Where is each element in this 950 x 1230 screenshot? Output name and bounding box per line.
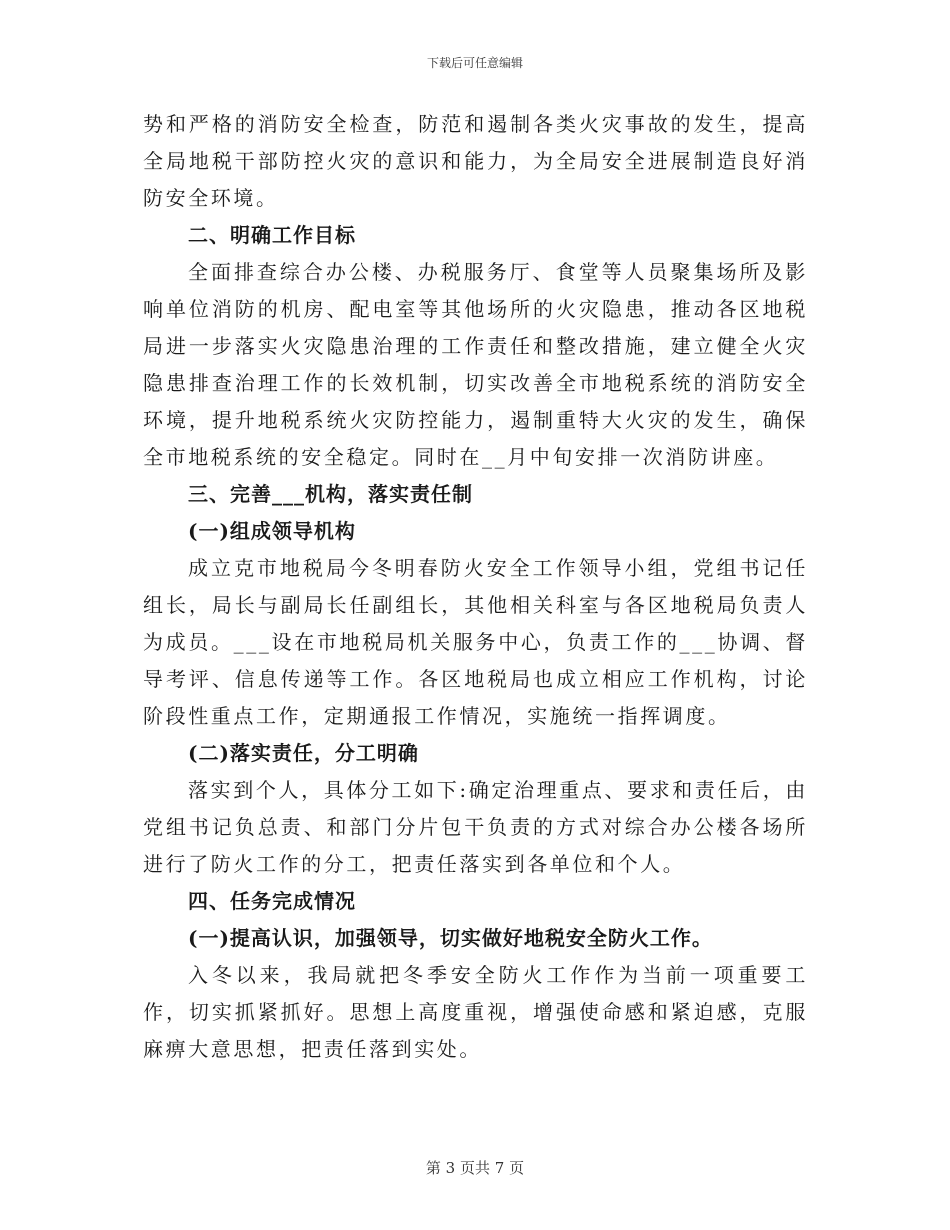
section-heading-tasks: 四、任务完成情况 xyxy=(188,889,356,913)
subheading-leadership: (一)组成领导机构 xyxy=(188,519,356,543)
paragraph-continuation: 势和严格的消防安全检查，防范和遏制各类火灾事故的发生，提高全局地税干部防控火灾的意识和能力，为全局安全进展制造良好消防安全环境。 xyxy=(143,112,808,210)
page-number: 第 3 页共 7 页 xyxy=(425,1159,525,1177)
paragraph-responsibility: 落实到个人，具体分工如下:确定治理重点、要求和责任后，由党组书记负总责、和部门分片包干负责的方式对综合办公楼各场所进行了防火工作的分工，把责任落实到各单位和个人。 xyxy=(143,778,808,876)
section-heading-goals: 二、明确工作目标 xyxy=(188,223,356,247)
paragraph-leadership: 成立克市地税局今冬明春防火安全工作领导小组，党组书记任组长，局长与副局长任副组长，其他相关科室与各区地税局负责人为成员。___设在市地税局机关服务中心，负责工作的___协调、督导考评、信息传递等工作。各区地税局也成立相应工作机构，讨论阶段性重点工作，定期通报工作情况，实施统一指挥调度。 xyxy=(143,556,808,728)
section-heading-organization: 三、完善___机构，落实责任制 xyxy=(188,482,473,506)
page-header-note: 下载后可任意编辑 xyxy=(426,56,523,70)
paragraph-goals: 全面排查综合办公楼、办税服务厅、食堂等人员聚集场所及影响单位消防的机房、配电室等其他场所的火灾隐患，推动各区地税局进一步落实火灾隐患治理的工作责任和整改措施，建立健全火灾隐患排查治理工作的长效机制，切实改善全市地税系统的消防安全环境，提升地税系统火灾防控能力，遏制重特大火灾的发生，确保全市地税系统的安全稳定。同时在__月中旬安排一次消防讲座。 xyxy=(143,260,808,469)
paragraph-awareness: 入冬以来，我局就把冬季安全防火工作作为当前一项重要工作，切实抓紧抓好。思想上高度重视，增强使命感和紧迫感，克服麻痹大意思想，把责任落到实处。 xyxy=(143,963,808,1061)
document-body xyxy=(143,106,808,1068)
subheading-responsibility: (二)落实责任，分工明确 xyxy=(188,741,419,765)
subheading-awareness: (一)提高认识，加强领导，切实做好地税安全防火工作。 xyxy=(188,926,713,950)
